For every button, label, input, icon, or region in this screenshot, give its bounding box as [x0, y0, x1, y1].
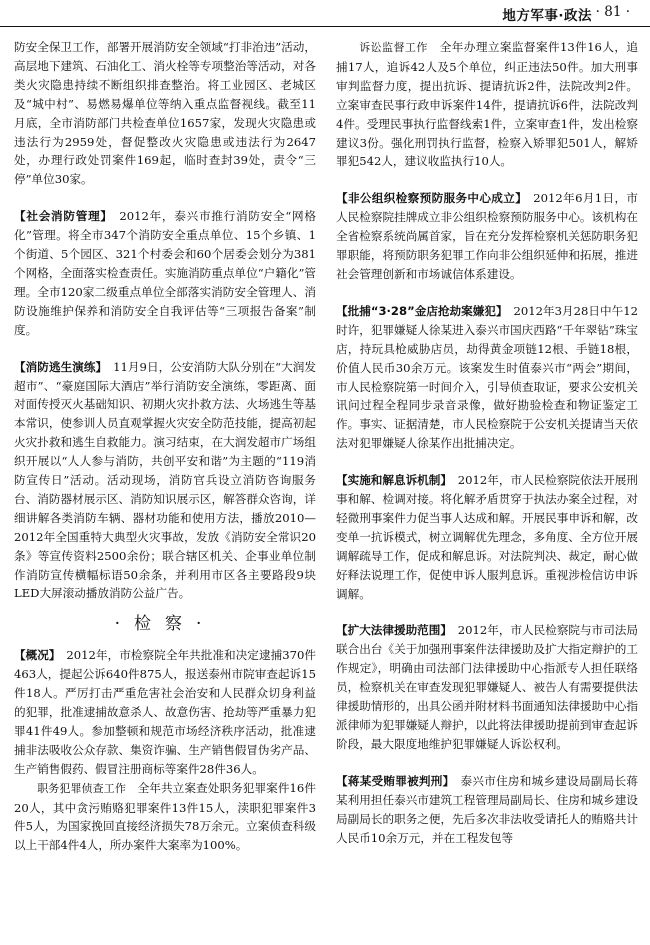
article-body: 2012年3月28日中午12时许，犯罪嫌疑人徐某进入泰兴市国庆西路“千年翠钻”珠宝店，持玩具枪威胁店员，劫得黄金项链12根、手链18根，价值人民币30余万元。该案发生时值泰兴市“两会”期间，市人民检察院第一时间介入，引导侦查取证，要求公安机关讯问过程全程同步录音录像，做好勘验检查和物证鉴定工作。事实、证据清楚，市人民检察院于公安机关提请当天依法对犯罪嫌疑人徐某作出批捕决定。 — [336, 303, 638, 451]
article-robbery-case-arrest — [336, 302, 638, 453]
section-title-procuratorate: ·检察· — [114, 614, 216, 635]
article-heading: 【非公组织检察预防服务中心成立】 — [336, 191, 522, 206]
article-body: 2012年，泰兴市推行消防安全“网格化”管理。将全市347个消防安全重点单位、15个乡镇、1个街道、5个园区、321个村委会和60个居委会划分为381个网格，全面落实检查责任。实施消防重点单位“户籍化”管理。全市120家二级重点单位全部落实消防安全管理人、消防设施维护保养和消防安全自我评估等“三项报告备案”制度。 — [14, 209, 316, 337]
article-body: 2012年，市检察院全年共批准和决定逮捕370件463人，提起公诉640件875人，报送泰州市院审查起诉15件18人。严厉打击严重危害社会治安和人民群众切身利益的犯罪，批准逮捕故意杀人、故意伤害、抢劫等严重暴力犯罪41件49人。参加整顿和规范市场经济秩序活动，批准逮捕非法吸收公众存款、集资诈骗、生产销售假冒伪劣产品、生产销售假药、假冒注册商标等案件28件36人。 — [14, 648, 316, 776]
paragraph-lead: 职务犯罪侦查工作 — [37, 781, 126, 795]
article-legal-aid-expansion — [336, 621, 638, 753]
article-body: 2012年，市人民检察院与市司法局联合出台《关于加强刑事案件法律援助及扩大指定辩护的工作规定》，明确由司法部门法律援助中心指派专人担任联络员，检察机关在审查发现犯罪嫌疑人、被告人有需要提供法律援助情形的，出具公函并附材料书面通知法律援助中心指派律师为犯罪嫌疑人辩护，以此将法律援助提前到审查起诉阶段，最大限度地维护犯罪嫌疑人诉讼权利。 — [336, 623, 638, 751]
article-heading: 【概况】 — [14, 648, 55, 663]
paragraph-litigation-supervision — [336, 38, 638, 171]
article-social-fire-management — [14, 207, 316, 339]
paragraph-fire-safety-continued: 防安全保卫工作，部署开展消防安全领域“打非治违”活动，高层地下建筑、石油化工、消火栓等专项整治等活动，对各类火灾隐患持续不断组织排查整治。将工业园区、老城区及“城中村”、易燃易爆单位等纳入重点监督视线。截至11月底，全市消防部门共检查单位1657家，发现火灾隐患或违法行为2959处，督促整改火灾隐患或违法行为2647处，办理行政处罚案件169起，临时查封39处，责令“三停”单位30家。 — [14, 40, 316, 187]
section-running-title: 地方军事·政法 — [502, 8, 592, 24]
article-heading: 【消防逃生演练】 — [14, 359, 102, 374]
paragraph-lead: 诉讼监督工作 — [359, 41, 428, 54]
paragraph-body: 全年办理立案监督案件13件16人，追捕17人，追诉42人及5个单位，纠正违法50件。加大刑事审判监督力度，提出抗诉、提请抗诉2件，法院改判2件。立案审查民事行政申诉案件14件，提请抗诉6件，法院改判4件。受理民事执行监督线索1件，立案审查1件，发出检察建议3份。强化刑罚执行监督，检察入矫罪犯501人，解矫罪犯542人，建议收监执行10人。 — [336, 40, 638, 169]
article-fire-escape-drill — [14, 358, 316, 604]
article-heading: 【蒋某受贿罪被判刑】 — [336, 773, 449, 788]
left-column — [14, 38, 316, 938]
article-heading: 【社会消防管理】 — [14, 209, 107, 224]
right-column — [336, 38, 638, 938]
article-body: 泰兴市住房和城乡建设局副局长蒋某利用担任泰兴市建筑工程管理局副局长、住房和城乡建设局副局长的职务之便，先后多次非法收受请托人的贿赂共计人民币10余万元，并在工程发包等 — [336, 773, 638, 845]
article-heading: 【扩大法律援助范围】 — [336, 623, 447, 638]
article-body: 2012年6月1日，市人民检察院挂牌成立非公组织检察预防服务中心。该机构在全省检察系统尚属首家，旨在充分发挥检察机关惩防职务犯罪职能，将预防职务犯罪工作向非公组织延伸和拓展，推进社会管理创新和市场诚信体系建设。 — [336, 191, 638, 281]
article-nonpublic-prevention-center — [336, 189, 638, 284]
article-body: 2012年，市人民检察院依法开展刑事和解、检调对接。将化解矛盾贯穿于执法办案全过程，对轻微刑事案件力促当事人达成和解。开展民事申诉和解，改变单一抗诉模式，树立调解优先理念，多角度、全方位开展调解疏导工作，促成和解息诉。对法院判决、裁定，耐心做好释法说理工作，促使申诉人服判息诉。重视涉检信访申诉调解。 — [336, 473, 638, 601]
article-body: 11月9日，公安消防大队分别在“大润发超市”、“豪庭国际大酒店”举行消防安全演练，零距离、面对面传授灭火基础知识、初期火灾扑救方法、火场逃生等基本常识，使参训人员直观掌握火灾安全防范技能，提高初起火灾扑救和逃生自救能力。演习结束，在大润发超市广场组织开展以“人人参与消防，共创平安和谐”为主题的“119消防宣传日”活动。活动现场，消防官兵设立消防咨询服务台、消防器材展示区、消防知识展示区，解答群众咨询，详细讲解各类消防车辆、器材功能和使用方法，播放2010—2012年全国重特大典型火灾事故，发放《消防安全常识20条》等宣传资料2500余份；联合辖区机关、企事业单位制作消防宣传横幅标语50余条，并利用市区各主要路段9块LED大屏滚动播放消防公益广告。 — [14, 359, 316, 601]
article-bribery-sentence — [336, 772, 638, 848]
article-heading: 【批捕“3·28”金店抢劫案嫌犯】 — [336, 303, 502, 318]
page-header — [0, 0, 650, 27]
article-overview — [14, 646, 316, 778]
paragraph-body: 全年共立案查处职务犯罪案件16件20人，其中贪污贿赂犯罪案件13件15人，渎职犯罪案件3件5人，为国家挽回直接经济损失78万余元。立案侦查科级以上干部4件4人，所办案件大案率为100%。 — [14, 780, 316, 853]
article-reconciliation-mechanism — [336, 471, 638, 603]
page-number: · 81 · — [595, 4, 630, 20]
article-heading: 【实施和解息诉机制】 — [336, 473, 447, 488]
paragraph-duty-crime-investigation — [14, 779, 316, 856]
